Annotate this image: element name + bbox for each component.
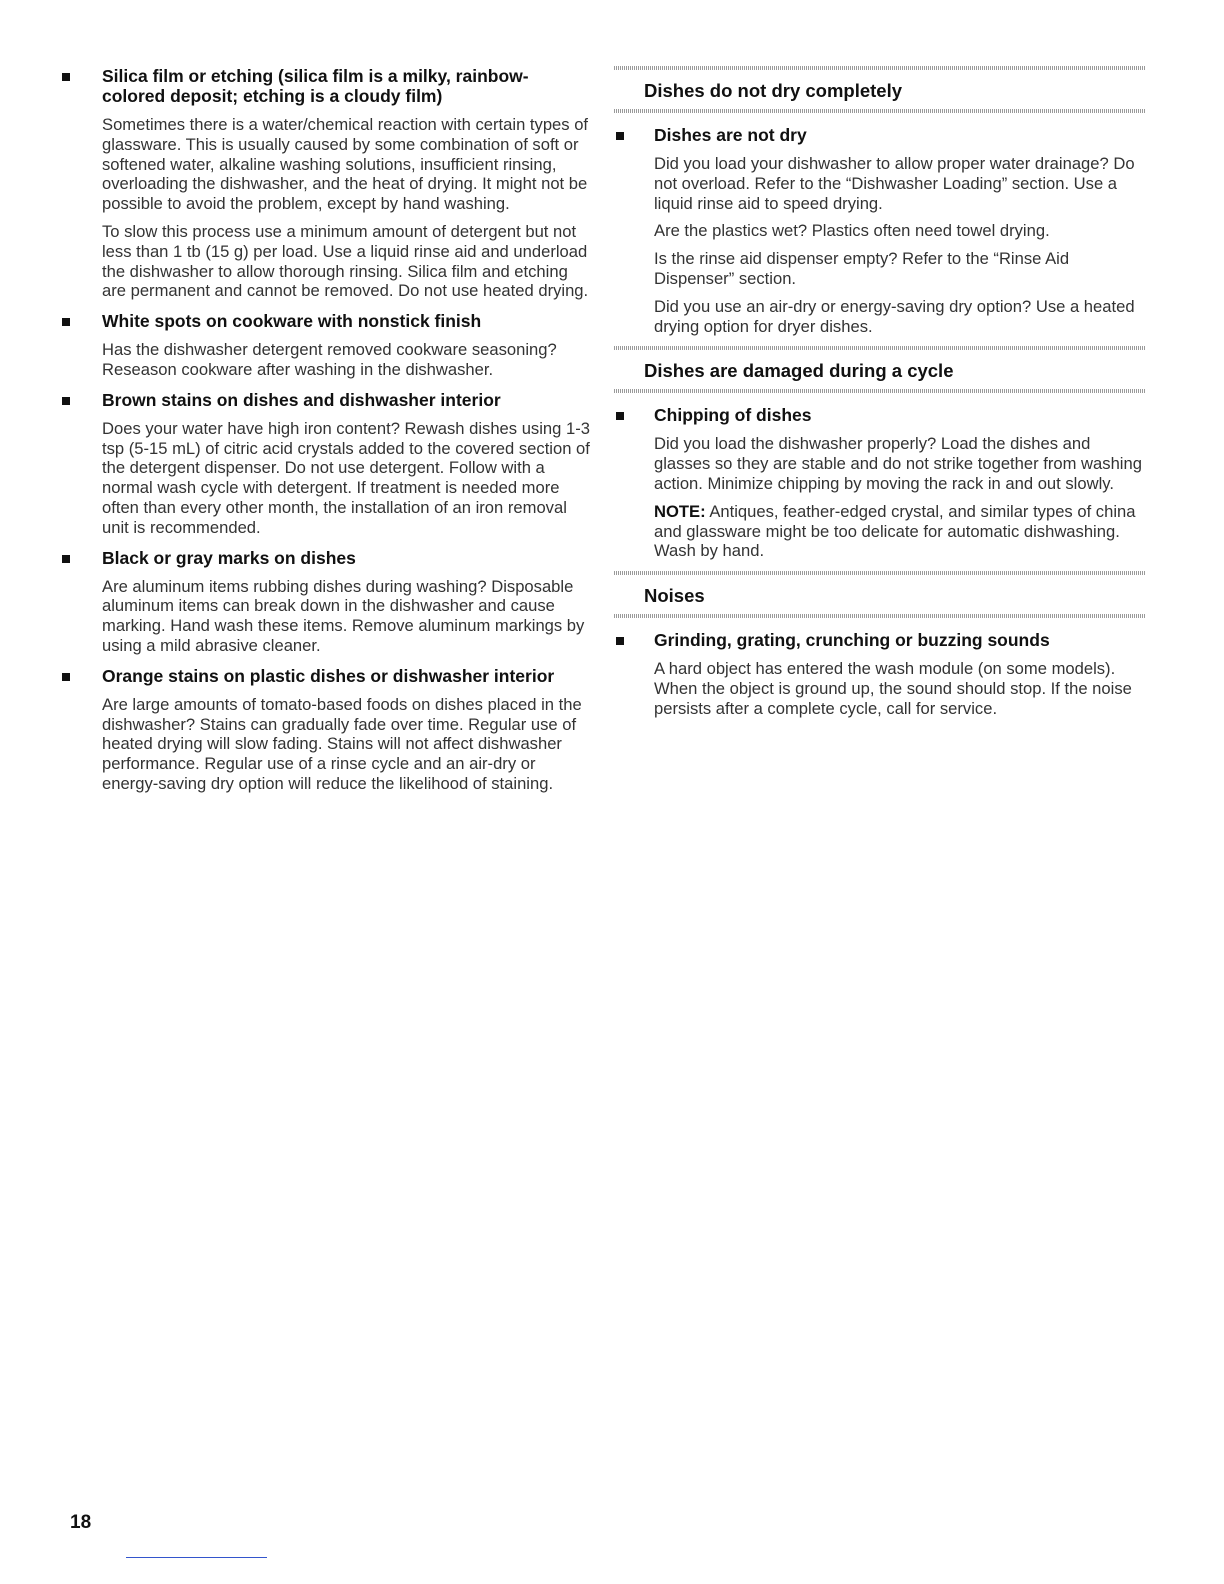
bullet-icon bbox=[62, 397, 70, 405]
issue-title-text: Silica film or etching (silica film is a milky, rainbow-colored deposit; etching is a cloudy film) bbox=[102, 66, 529, 106]
issue-title-text: Dishes are not dry bbox=[654, 125, 807, 145]
issue-paragraph: Is the rinse aid dispenser empty? Refer to the “Rinse Aid Dispenser” section. bbox=[654, 249, 1070, 288]
section-noises bbox=[614, 571, 1146, 718]
issue-title-text: Brown stains on dishes and dishwasher interior bbox=[102, 389, 501, 410]
issue-title-text: Chipping of dishes bbox=[654, 405, 812, 426]
bullet-icon bbox=[616, 637, 624, 645]
bullet-icon bbox=[616, 412, 624, 420]
issue-paragraph: Does your water have high iron content? Rewash dishes using 1-3 tsp (5-15 mL) of citric acid crystals added to the covered section of the detergent dispenser. Do not use detergent. Follow with a normal wash cycle with detergent. If treatment is needed more often than every other month, the installation of an iron removal unit is recommended. bbox=[102, 418, 590, 537]
bullet-icon bbox=[62, 73, 70, 81]
issue-paragraph: To slow this process use a minimum amount of detergent but not less than 1 tb (15 g) per load. Use a liquid rinse aid and underload the dishwasher to allow thorough rinsing. Silica film and etching are permanent and cannot be removed. Do not use heated drying. bbox=[102, 221, 589, 301]
note-label: NOTE: bbox=[654, 501, 706, 521]
issue-title bbox=[60, 666, 590, 686]
bullet-icon bbox=[62, 673, 70, 681]
left-column bbox=[60, 66, 590, 804]
issue-paragraph: A hard object has entered the wash module (on some models). When the object is ground up, the sound should stop. If the noise persists after a complete cycle, call for service. bbox=[654, 659, 1132, 718]
issue-paragraph: Are the plastics wet? Plastics often need towel drying. bbox=[654, 221, 1050, 241]
section-heading bbox=[614, 571, 1146, 618]
issue-title bbox=[60, 390, 590, 410]
section-heading bbox=[614, 346, 1146, 393]
bullet-icon bbox=[62, 318, 70, 326]
note-text: Antiques, feather-edged crystal, and similar types of china and glassware might be too delicate for automatic dishwashing. Wash by hand. bbox=[654, 501, 1136, 561]
issue-title bbox=[60, 311, 590, 331]
issue-title bbox=[60, 548, 590, 568]
page-number: 18 bbox=[70, 1512, 92, 1533]
issue-paragraph: Did you load the dishwasher properly? Load the dishes and glasses so they are stable and do not strike together from washing action. Minimize chipping by moving the rack in and out slowly. bbox=[654, 434, 1142, 493]
right-column bbox=[614, 66, 1146, 729]
issue-black-gray-marks bbox=[60, 548, 590, 656]
bullet-icon bbox=[616, 132, 624, 140]
issue-paragraph: Sometimes there is a water/chemical reaction with certain types of glassware. This is usually caused by some combination of soft or softened water, alkaline washing solutions, insufficient rinsing, overloading the dishwasher, and the heat of drying. It might not be possible to avoid the problem, except by hand washing. bbox=[102, 115, 589, 214]
issue-title bbox=[60, 66, 590, 106]
footer-rule bbox=[126, 1557, 267, 1558]
issue-orange-stains bbox=[60, 666, 590, 794]
issue-paragraph: Has the dishwasher detergent removed cookware seasoning? Reseason cookware after washing in the dishwasher. bbox=[102, 340, 557, 379]
issue-title bbox=[614, 405, 1146, 425]
section-dishes-damaged bbox=[614, 346, 1146, 561]
issue-dishes-not-dry bbox=[614, 125, 1146, 336]
issue-title bbox=[614, 630, 1146, 650]
issue-white-spots bbox=[60, 311, 590, 380]
section-heading-text: Dishes are damaged during a cycle bbox=[644, 360, 954, 382]
issue-chipping bbox=[614, 405, 1146, 561]
issue-paragraph: Are aluminum items rubbing dishes during washing? Disposable aluminum items can break down in the dishwasher and cause marking. Hand wash these items. Remove aluminum markings by using a mild abrasive cleaner. bbox=[102, 576, 585, 655]
issue-silica-film bbox=[60, 66, 590, 301]
issue-title bbox=[614, 125, 1146, 145]
issue-paragraph: Are large amounts of tomato-based foods on dishes placed in the dishwasher? Stains can gradually fade over time. Regular use of heated drying will slow fading. Stains will not affect dishwasher performance. Regular use of a rinse cycle and an air-dry or energy-saving dry option will reduce the likelihood of staining. bbox=[102, 694, 582, 793]
issue-title-text: Black or gray marks on dishes bbox=[102, 547, 356, 568]
issue-title-text: Orange stains on plastic dishes or dishwasher interior bbox=[102, 665, 555, 686]
issue-title-text: Grinding, grating, crunching or buzzing sounds bbox=[654, 630, 1050, 651]
issue-brown-stains bbox=[60, 390, 590, 538]
issue-paragraph: Did you load your dishwasher to allow proper water drainage? Do not overload. Refer to the “Dishwasher Loading” section. Use a liquid rinse aid to speed drying. bbox=[654, 154, 1135, 213]
issue-grinding-sounds bbox=[614, 630, 1146, 718]
note-paragraph bbox=[654, 502, 1146, 561]
bullet-icon bbox=[62, 555, 70, 563]
issue-paragraph: Did you use an air-dry or energy-saving dry option? Use a heated drying option for dryer dishes. bbox=[654, 296, 1135, 336]
section-heading-text: Dishes do not dry completely bbox=[644, 80, 903, 101]
section-heading-text: Noises bbox=[644, 585, 705, 607]
section-heading bbox=[614, 66, 1146, 113]
issue-title-text: White spots on cookware with nonstick finish bbox=[102, 311, 482, 332]
section-dishes-not-dry bbox=[614, 66, 1146, 336]
